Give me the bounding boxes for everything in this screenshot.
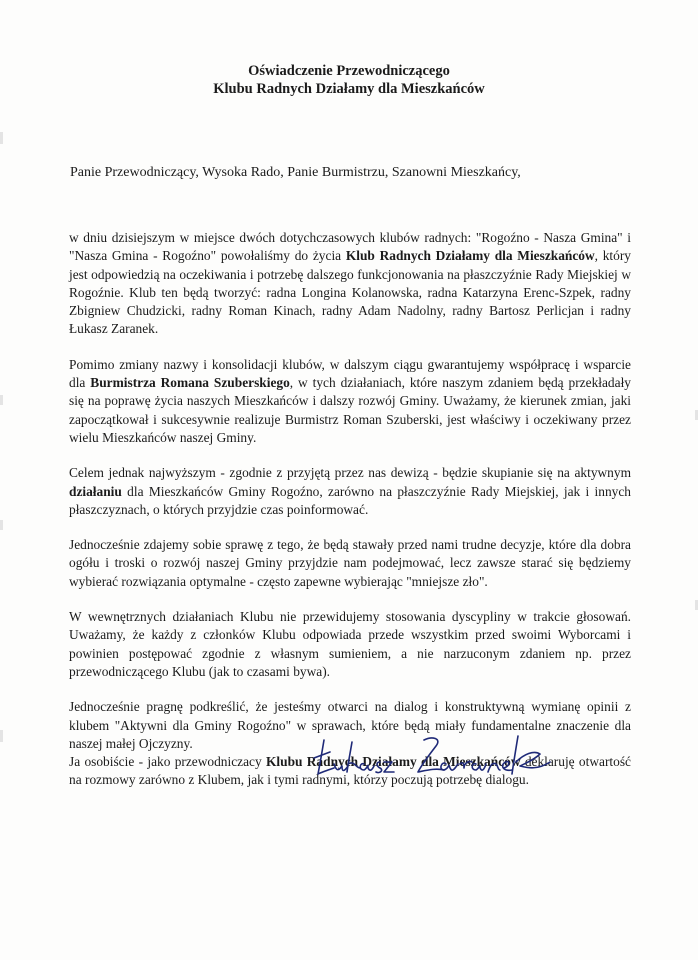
paragraph-text: , który jest odpowiedzią na oczekiwania i potrzebę dalszego funkcjonowania na płaszczyźnie Rady Miejskiej w Rogoźnie. Klub ten będą tworzyć: radna Longina Kolanowska, radna Katarzyna Erenc-Szpek, radny Zbigniew Chudzicki, radny Roman Kinach, radny Adam Nadolny, radny Bartosz Perlicjan i radny Łukasz Zaranek. bbox=[69, 248, 631, 337]
title-line-2: Klubu Radnych Działamy dla Mieszkańców bbox=[213, 81, 485, 97]
paragraph-text: Celem jednak najwyższym - zgodnie z przyjętą przez nas dewizą - będzie skupianie się na aktywnym bbox=[69, 465, 631, 481]
paragraph-6: Jednocześnie pragnę podkreślić, że jesteśmy otwarci na dialog i konstruktywną wymianę opinii z klubem "Aktywni dla Gminy Rogoźno" w sprawach, które będą miały fundamentalne znaczenie dla naszej małej Ojczyzny. bbox=[69, 699, 631, 751]
paragraph-text: Ja osobiście - jako przewodniczacy bbox=[69, 754, 266, 770]
scan-edge-mark bbox=[0, 395, 3, 405]
club-name-bold: Klubu Radnych Działamy dla Mieszkańców bbox=[265, 754, 521, 770]
paragraph-1 bbox=[69, 229, 631, 339]
greeting: Panie Przewodniczący, Wysoka Rado, Panie Burmistrzu, Szanowni Mieszkańcy, bbox=[70, 165, 521, 180]
paragraph-text: , w tych działaniach, które naszym zdaniem będą przekładały się na poprawę życia naszych Mieszkańców i dalszy rozwój Gminy. Uważamy, że kierunek zmian, jaki zapoczątkował i sukcesywnie realizuje Burmistrz Roman Szuberski, jest właściwy i oczekiwany przez wielu Mieszkańców naszej Gminy. bbox=[69, 375, 631, 445]
paragraph-5: W wewnętrznych działaniach Klubu nie przewidujemy stosowania dyscypliny w trakcie głosowań. Uważamy, że każdy z członków Klubu odpowiada przede wszystkim przed swoimi Wyborcami i powinien postępować zgodnie z własnym sumieniem, a nie narzuconym zdaniem np. przez przewodniczącego Klubu (jak to czasami bywa). bbox=[69, 609, 631, 679]
club-name-bold: Klub Radnych Działamy dla Mieszkańców bbox=[345, 248, 595, 264]
paragraph-text: deklaruję otwartość na rozmowy zarówno z Klubem, jak i tymi radnymi, którzy poczują potrzebę dialogu. bbox=[69, 754, 631, 788]
scan-edge-mark bbox=[0, 132, 3, 144]
document-title bbox=[0, 62, 698, 98]
paragraph-3 bbox=[69, 464, 631, 519]
scan-edge-mark bbox=[0, 730, 3, 742]
paragraph-text: Pomimo zmiany nazwy i konsolidacji klubów, w dalszym ciągu gwarantujemy współpracę i wsparcie dla bbox=[69, 356, 631, 391]
title-line-1: Oświadczenie Przewodniczącego bbox=[248, 63, 450, 79]
signature-icon bbox=[312, 728, 562, 794]
scan-edge-mark bbox=[0, 520, 3, 530]
paragraph-4: Jednocześnie zdajemy sobie sprawę z tego, że będą stawały przed nami trudne decyzje, które dla dobra ogółu i troski o rozwój naszej Gminy przyjdzie nam podejmować, lecz zawsze starać się będziemy wybierać rozwiązania optymalne - często zapewne wybierając "mniejsze zło". bbox=[69, 537, 631, 589]
paragraph-text: dla Mieszkańców Gminy Rogoźno, zarówno na płaszczyźnie Rady Miejskiej, jak i innych płaszczyznach, o których przyjdzie czas poinformować. bbox=[69, 483, 631, 517]
document-body bbox=[69, 229, 631, 790]
paragraph-text: w dniu dzisiejszym w miejsce dwóch dotychczasowych klubów radnych: "Rogoźno - Nasza Gmina" i "Nasza Gmina - Rogoźno" powołaliśmy do życia bbox=[69, 230, 631, 264]
mayor-name-bold: Burmistrza Romana Szuberskiego bbox=[90, 375, 290, 391]
paragraph-2 bbox=[69, 356, 631, 447]
action-word-bold: działaniu bbox=[69, 483, 122, 499]
